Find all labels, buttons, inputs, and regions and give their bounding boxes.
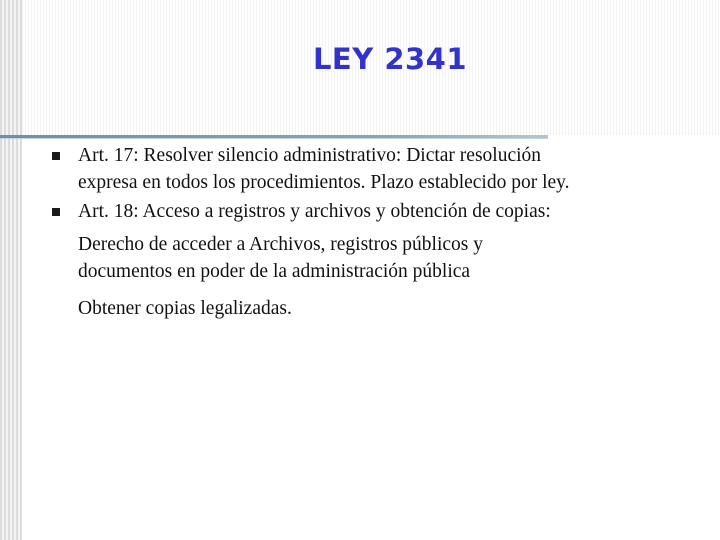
square-bullet-icon — [52, 152, 60, 160]
item-line: Art. 18: Acceso a registros y archivos y obtención de copias: — [78, 201, 551, 222]
continuation-line: documentos en poder de la administración pública — [78, 261, 471, 282]
last-line: Obtener copias legalizadas. — [78, 298, 292, 319]
continuation-line: Derecho de acceder a Archivos, registros públicos y — [78, 234, 484, 255]
item-line: expresa en todos los procedimientos. Plazo establecido por ley. — [78, 172, 570, 193]
item-line: Art. 17: Resolver silencio administrativo: Dictar resolución — [78, 145, 542, 166]
continuation-paragraph — [52, 231, 714, 285]
square-bullet-icon — [52, 208, 60, 216]
last-paragraph — [52, 295, 714, 322]
slide-content — [52, 142, 714, 322]
bullet-item-art17 — [52, 142, 714, 196]
bullet-item-art18 — [52, 198, 714, 225]
slide-title: LEY 2341 — [312, 42, 468, 76]
title-rule-shadow — [0, 138, 548, 139]
decorative-stripes — [0, 0, 22, 540]
